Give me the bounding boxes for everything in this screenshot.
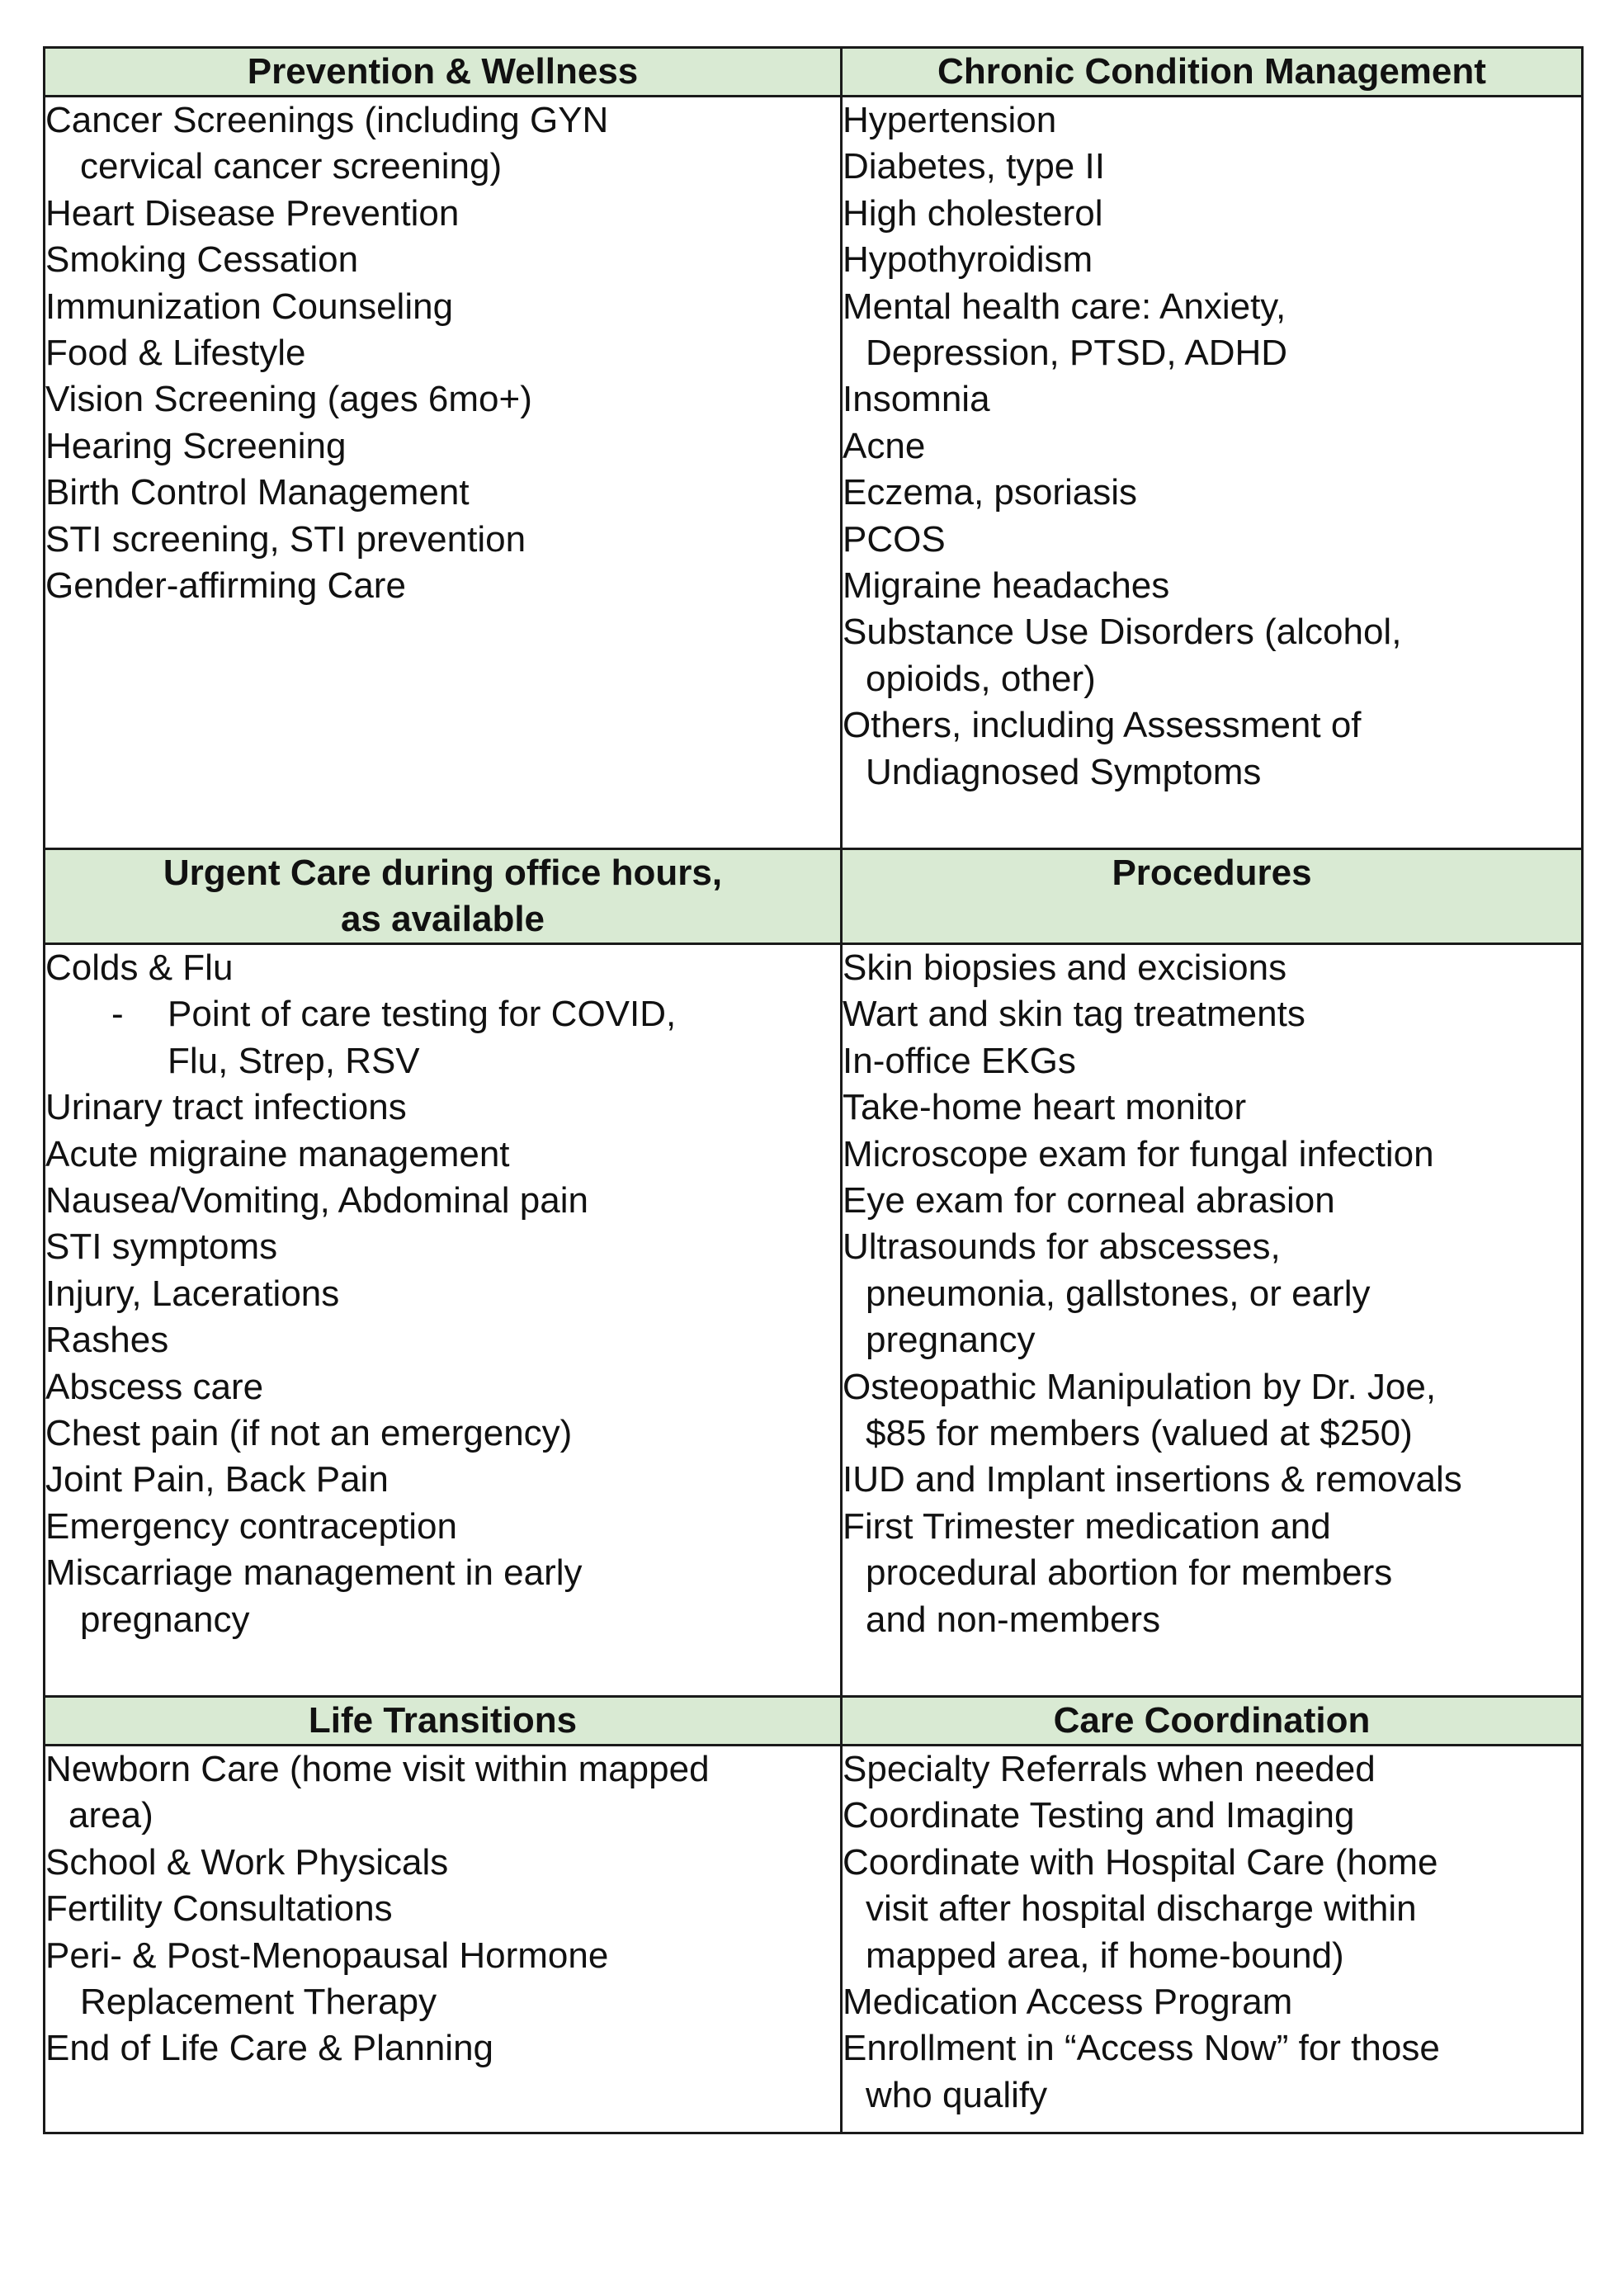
list-item: Diabetes, type II [843, 146, 1105, 187]
list-item: Hypothyroidism [843, 239, 1093, 281]
list-item: Hypertension [843, 100, 1057, 140]
chronic-condition-list [842, 97, 1583, 849]
list-item: Birth Control Management [45, 472, 470, 513]
list-item: Cancer Screenings (including GYN cervical cancer screening) [45, 100, 609, 187]
header-row-3 [45, 1697, 1583, 1746]
list-item: Rashes [45, 1320, 169, 1361]
list-item: Coordinate Testing and Imaging [843, 1795, 1355, 1836]
sub-list-item: - Point of care testing for COVID, Flu, Strep, RSV [45, 991, 840, 1084]
list-item: In-office EKGs [843, 1040, 1076, 1081]
list-item: Vision Screening (ages 6mo+) [45, 379, 532, 420]
list-item: IUD and Implant insertions & removals [843, 1459, 1462, 1500]
prevention-wellness-header [45, 48, 842, 97]
services-table [43, 46, 1584, 2134]
life-transitions-header [45, 1697, 842, 1746]
chronic-condition-title: Chronic Condition Management [937, 51, 1486, 92]
list-item: STI symptoms [45, 1226, 278, 1268]
prevention-wellness-list [45, 97, 842, 849]
list-item: PCOS [843, 518, 946, 560]
prevention-wellness-title: Prevention & Wellness [247, 51, 639, 92]
list-item: High cholesterol [843, 192, 1103, 234]
list-item: Wart and skin tag treatments [843, 994, 1305, 1035]
list-item: Food & Lifestyle [45, 333, 306, 374]
list-item: Colds & Flu [45, 947, 234, 988]
list-item: Miscarriage management in early pregnancy [45, 1552, 583, 1640]
list-item: Mental health care: Anxiety, Depression, PTSD, ADHD [843, 286, 1288, 374]
list-item: Urinary tract infections [45, 1087, 407, 1128]
body-row-1 [45, 97, 1583, 849]
procedures-list [842, 944, 1583, 1697]
list-item: Joint Pain, Back Pain [45, 1459, 389, 1500]
urgent-care-title-line1: Urgent Care during office hours, [163, 853, 723, 893]
list-item: Eczema, psoriasis [843, 472, 1138, 513]
procedures-title: Procedures [1112, 853, 1312, 893]
list-item: Nausea/Vomiting, Abdominal pain [45, 1180, 588, 1221]
life-transitions-list [45, 1746, 842, 2133]
care-coordination-title: Care Coordination [1053, 1700, 1371, 1741]
list-item: First Trimester medication and procedural abortion for members and non-members [843, 1505, 1393, 1640]
list-item: Heart Disease Prevention [45, 192, 460, 234]
list-item: Injury, Lacerations [45, 1273, 340, 1314]
list-item: Fertility Consultations [45, 1888, 393, 1930]
list-item: End of Life Care & Planning [45, 2028, 494, 2069]
urgent-care-title-line2: as available [340, 899, 545, 939]
list-item: STI screening, STI prevention [45, 518, 526, 560]
header-row-2 [45, 849, 1583, 944]
list-item: Others, including Assessment of Undiagnosed Symptoms [843, 705, 1362, 792]
list-item: Immunization Counseling [45, 286, 454, 327]
list-item: Smoking Cessation [45, 239, 359, 281]
list-item: Abscess care [45, 1366, 264, 1407]
list-item: Medication Access Program [843, 1982, 1293, 2023]
list-item: Insomnia [843, 379, 990, 420]
header-row-1 [45, 48, 1583, 97]
body-row-3 [45, 1746, 1583, 2133]
list-item: Newborn Care (home visit within mapped area) [45, 1749, 710, 1836]
dash-bullet: - [111, 994, 124, 1035]
list-item: Peri- & Post-Menopausal Hormone Replacement Therapy [45, 1935, 609, 2023]
list-item: Osteopathic Manipulation by Dr. Joe, $85 for members (valued at $250) [843, 1366, 1437, 1454]
urgent-care-header [45, 849, 842, 944]
list-item: Take-home heart monitor [843, 1087, 1247, 1128]
list-item: Acute migraine management [45, 1133, 510, 1174]
list-item: Coordinate with Hospital Care (home visit after hospital discharge within mapped area, if home-bound) [843, 1841, 1438, 1976]
list-item: Emergency contraception [45, 1505, 457, 1547]
list-item: Enrollment in “Access Now” for those who qualify [843, 2028, 1440, 2115]
procedures-header [842, 849, 1583, 944]
list-item: Hearing Screening [45, 425, 347, 466]
care-coordination-list [842, 1746, 1583, 2133]
life-transitions-title: Life Transitions [308, 1700, 578, 1741]
list-item: Microscope exam for fungal infection [843, 1133, 1434, 1174]
list-item: Skin biopsies and excisions [843, 947, 1287, 988]
chronic-condition-header [842, 48, 1583, 97]
list-item: Migraine headaches [843, 565, 1170, 607]
urgent-care-list [45, 944, 842, 1697]
list-item: Specialty Referrals when needed [843, 1749, 1376, 1789]
list-item: School & Work Physicals [45, 1841, 449, 1883]
list-item: Eye exam for corneal abrasion [843, 1180, 1335, 1221]
list-item: Acne [843, 425, 926, 466]
list-item: Ultrasounds for abscesses, pneumonia, gallstones, or early pregnancy [843, 1226, 1371, 1361]
list-item: Gender-affirming Care [45, 565, 406, 607]
body-row-2 [45, 944, 1583, 1697]
list-item: Chest pain (if not an emergency) [45, 1413, 573, 1454]
list-item: Substance Use Disorders (alcohol, opioids, other) [843, 612, 1402, 699]
care-coordination-header [842, 1697, 1583, 1746]
